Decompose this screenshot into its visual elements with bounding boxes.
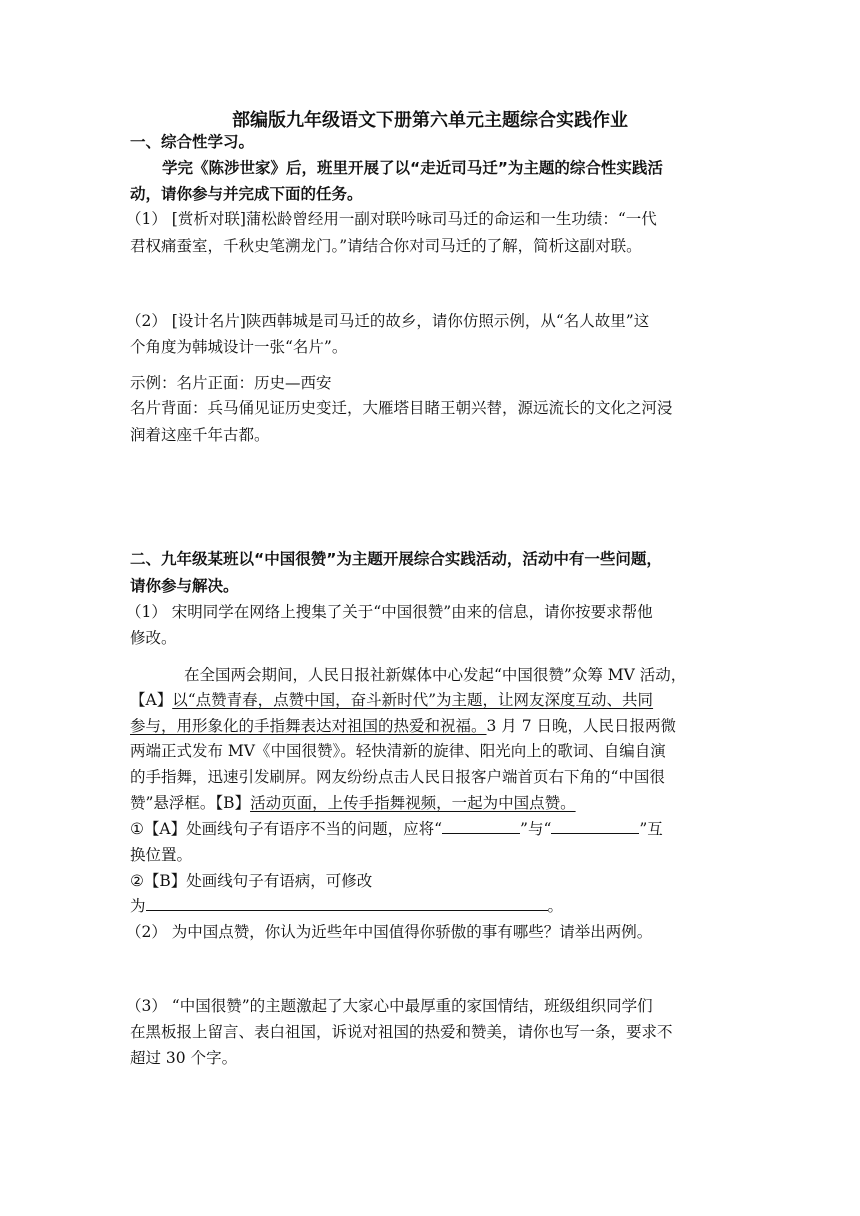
s1-question-2-line-2: 个角度为韩城设计一张“名片”。 bbox=[130, 338, 348, 356]
section-1-intro-line-2: 动，请你参与并完成下面的任务。 bbox=[130, 185, 363, 203]
marker-a: 【A】 bbox=[130, 691, 173, 709]
answer-blank-1[interactable] bbox=[442, 819, 520, 834]
example-line-3: 润着这座千年古都。 bbox=[130, 426, 270, 444]
section-1-heading: 一、综合性学习。 bbox=[130, 133, 255, 151]
task-a-connector: ”与“ bbox=[520, 820, 552, 838]
task-a-tail: ”互 bbox=[639, 820, 663, 838]
example-line-1: 示例：名片正面：历史—西安 bbox=[130, 374, 332, 392]
passage-line-3-rest: 3 月 7 日晚，人民日报两微 bbox=[486, 717, 677, 735]
underlined-sentence-a: 以“点赞青春，点赞中国，奋斗新时代”为主题，让网友深度互动、共同 bbox=[172, 691, 654, 709]
s2-question-3-line-1: （3） “中国很赞”的主题激起了大家心中最厚重的家国情结，班级组织同学们 bbox=[126, 997, 653, 1015]
section-2-heading-line-1: 二、九年级某班以“中国很赞”为主题开展综合实践活动，活动中有一些问题， bbox=[130, 550, 662, 568]
example-line-2: 名片背面：兵马俑见证历史变迁，大雁塔目睹王朝兴替，源远流长的文化之河浸 bbox=[130, 399, 673, 417]
task-a-text: ①【A】处画线句子有语序不当的问题，应将“ bbox=[130, 820, 443, 838]
s1-question-1-line-2: 君权痛蚕室，千秋史笔溯龙门。”请结合你对司马迁的了解，简析这副对联。 bbox=[130, 237, 642, 255]
task-b-line-1: ②【B】处画线句子有语病，可修改 bbox=[130, 872, 373, 890]
section-1-intro-line-1: 学完《陈涉世家》后，班里开展了以“走近司马迁”为主题的综合性实践活 bbox=[162, 159, 663, 177]
task-b-line-2 bbox=[130, 895, 563, 917]
task-b-prefix: 为 bbox=[130, 897, 146, 915]
s2-question-3-line-2: 在黑板报上留言、表白祖国，诉说对祖国的热爱和赞美，请你也写一条，要求不 bbox=[130, 1023, 673, 1041]
task-b-period: 。 bbox=[547, 897, 564, 915]
s2-question-1-line-1: （1） 宋明同学在网络上搜集了关于“中国很赞”由来的信息，请你按要求帮他 bbox=[126, 603, 653, 621]
task-a-line-1 bbox=[130, 818, 663, 840]
s1-question-2-line-1: （2） [设计名片]陕西韩城是司马迁的故乡，请你仿照示例，从“名人故里”这 bbox=[126, 312, 650, 330]
s2-question-1-line-2: 修改。 bbox=[130, 629, 177, 647]
marker-b: 赞”悬浮框。【B】 bbox=[130, 794, 251, 812]
passage-line-5: 的手指舞，迅速引发刷屏。网友纷纷点击人民日报客户端首页右下角的“中国很 bbox=[130, 768, 665, 786]
answer-blank-3[interactable] bbox=[146, 896, 548, 911]
underlined-sentence-a-end: 参与，用形象化的手指舞表达对祖国的热爱和祝福。 bbox=[130, 717, 487, 735]
s2-question-2: （2） 为中国点赞，你认为近些年中国值得你骄傲的事有哪些？请举出两例。 bbox=[126, 923, 653, 941]
task-a-line-2: 换位置。 bbox=[130, 846, 193, 864]
section-2-heading-line-2: 请你参与解决。 bbox=[130, 577, 239, 595]
passage-line-4: 两端正式发布 MV《中国很赞》。轻快清新的旋律、阳光向上的歌词、自编自演 bbox=[130, 742, 666, 760]
answer-blank-2[interactable] bbox=[551, 819, 639, 834]
passage-line-1: 在全国两会期间，人民日报社新媒体中心发起“中国很赞”众筹 MV 活动， bbox=[184, 666, 687, 684]
passage-line-2 bbox=[130, 689, 653, 711]
passage-line-3 bbox=[130, 715, 676, 737]
passage-line-6 bbox=[130, 792, 576, 814]
page-title: 部编版九年级语文下册第六单元主题综合实践作业 bbox=[232, 110, 628, 131]
underlined-sentence-b: 活动页面，上传手指舞视频，一起为中国点赞。 bbox=[250, 794, 576, 812]
s2-question-3-line-3: 超过 30 个字。 bbox=[130, 1049, 238, 1067]
s1-question-1-line-1: （1） [赏析对联]蒲松龄曾经用一副对联吟咏司马迁的命运和一生功绩：“一代 bbox=[126, 210, 657, 228]
